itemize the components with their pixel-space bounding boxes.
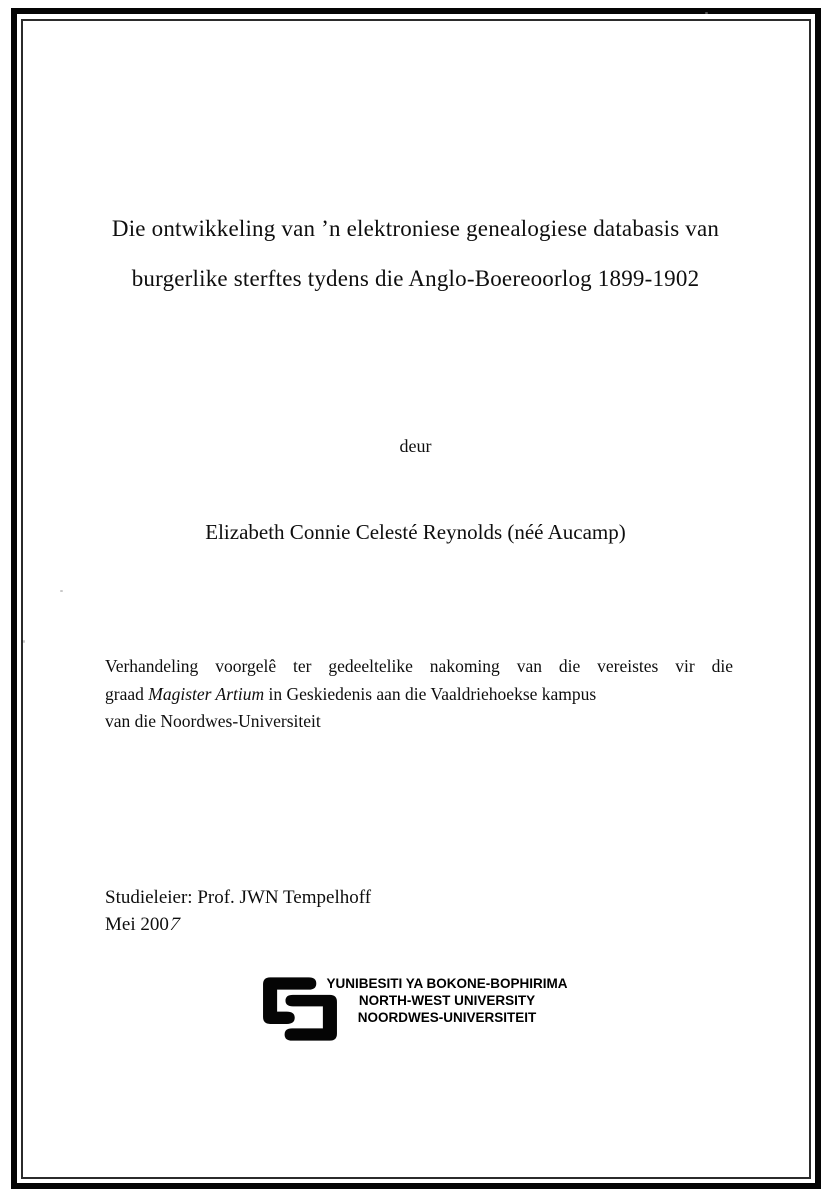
scan-speck <box>23 640 25 643</box>
supervisor-block <box>105 884 371 938</box>
logo-line-setswana: YUNIBESITI YA BOKONE-BOPHIRIMA <box>326 976 568 991</box>
supervisor-line: Studieleier: Prof. JWN Tempelhoff <box>105 887 372 908</box>
degree-statement-line3: van die Noordwes-Universiteit <box>105 711 321 731</box>
university-logo-text <box>318 975 576 1026</box>
degree-statement-line2-post: in Geskiedenis aan die Vaaldriehoekse kampus <box>264 683 597 704</box>
degree-name-italic: Magister Artium <box>148 683 265 704</box>
date-line <box>105 911 371 938</box>
thesis-title <box>92 204 739 304</box>
degree-statement <box>105 653 733 736</box>
degree-statement-line1: Verhandeling voorgelê ter gedeeltelike nakoming van die vereistes vir die <box>105 656 733 676</box>
scan-speck <box>60 590 63 592</box>
thesis-title-line2: burgerlike sterftes tydens die Anglo-Boereoorlog 1899-1902 <box>131 266 700 291</box>
author-name: Elizabeth Connie Celesté Reynolds (néé Aucamp) <box>205 520 626 544</box>
university-logo <box>256 972 586 1052</box>
thesis-title-line1: Die ontwikkeling van ’n elektroniese genealogiese databasis van <box>111 216 720 241</box>
degree-statement-line2 <box>105 681 733 709</box>
date-prefix: Mei 200 <box>105 914 169 935</box>
degree-statement-line2-pre: graad <box>105 683 149 704</box>
scan-speck <box>705 12 708 14</box>
logo-line-english: NORTH-WEST UNIVERSITY <box>358 993 536 1008</box>
logo-line-afrikaans: NOORDWES-UNIVERSITEIT <box>357 1010 537 1025</box>
date-last-digit: 7 <box>166 914 183 935</box>
byline-label: deur <box>399 436 432 456</box>
